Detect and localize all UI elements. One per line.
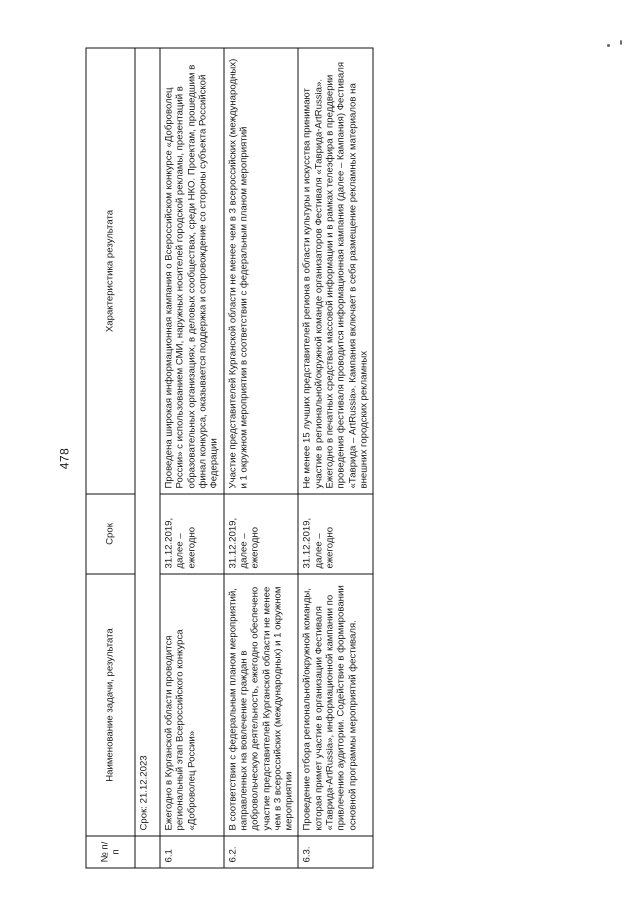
scan-speckle <box>607 44 610 47</box>
header-name: Наименование задачи, результата <box>86 574 135 836</box>
task-result: Проведена широкая информационная кампания о Всероссийском конкурсе «Доброволец России» с использованием СМИ, наружных носителей городской рекламы, презентаций в образовательных организациях, в деловых сообществах, среди НКО. Проектам, прошедшим в финал конкурса, оказывается поддержка и сопровождение со стороны субъекта Российской Федерации <box>160 48 224 494</box>
scan-speckle <box>620 40 622 45</box>
header-result: Характеристика результата <box>86 48 135 494</box>
row-number: 6.1 <box>160 836 224 868</box>
header-term: Срок <box>86 494 135 574</box>
results-table <box>86 48 374 869</box>
table-row <box>224 48 299 868</box>
task-result: Не менее 15 лучших представителей региона в области культуры и искусства принимают участие в региональной/окружной команде организаторов Фестиваля «Таврида-ArtRussia». Ежегодно в печатных средствах массовой информации и в рамках телеэфира в преддверии проведения фестиваля проводится информационная кампания (далее – Кампания) Фестиваля «Таврида – ArtRussia». Кампания включает в себя размещение рекламных материалов на внешних городских рекламных <box>298 48 373 494</box>
task-term: 31.12.2019, далее – ежегодно <box>160 494 224 574</box>
section-row <box>135 48 160 868</box>
task-name: Проведение отбора региональной/окружной команды, которая примет участие в организации Фестиваля «Таврида-ArtRussia», информационной кампании по привлечению аудитории. Содействие в формировании основной программы мероприятий фестиваля. <box>298 574 373 836</box>
page-number: 478 <box>57 447 72 470</box>
section-empty-cell <box>135 836 160 868</box>
task-term: 31.12.2019, далее – ежегодно <box>224 494 299 574</box>
row-number: 6.2. <box>224 836 299 868</box>
task-term: 31.12.2019, далее – ежегодно <box>298 494 373 574</box>
table-header-row <box>86 48 135 868</box>
header-num: № п/п <box>86 836 135 868</box>
table-row <box>160 48 224 868</box>
section-label: Срок: 21.12.2023 <box>135 48 160 836</box>
row-number: 6.3. <box>298 836 373 868</box>
task-name: В соответствии с федеральным планом мероприятий, направленных на вовлечение граждан в добровольческую деятельность, ежегодно обеспечено участие представителей Курганской области не менее чем в 3 всероссийских (международных) и 1 окружном мероприятии <box>224 574 299 836</box>
table-row <box>298 48 373 868</box>
task-result: Участие представителей Курганской области не менее чем в 3 всероссийских (международных) и 1 окружном мероприятии в соответствии с федеральным планом мероприятий <box>224 48 299 494</box>
task-name: Ежегодно в Курганской области проводится региональный этап Всероссийского конкурса «Доброволец России» <box>160 574 224 836</box>
rotated-page <box>58 49 583 869</box>
